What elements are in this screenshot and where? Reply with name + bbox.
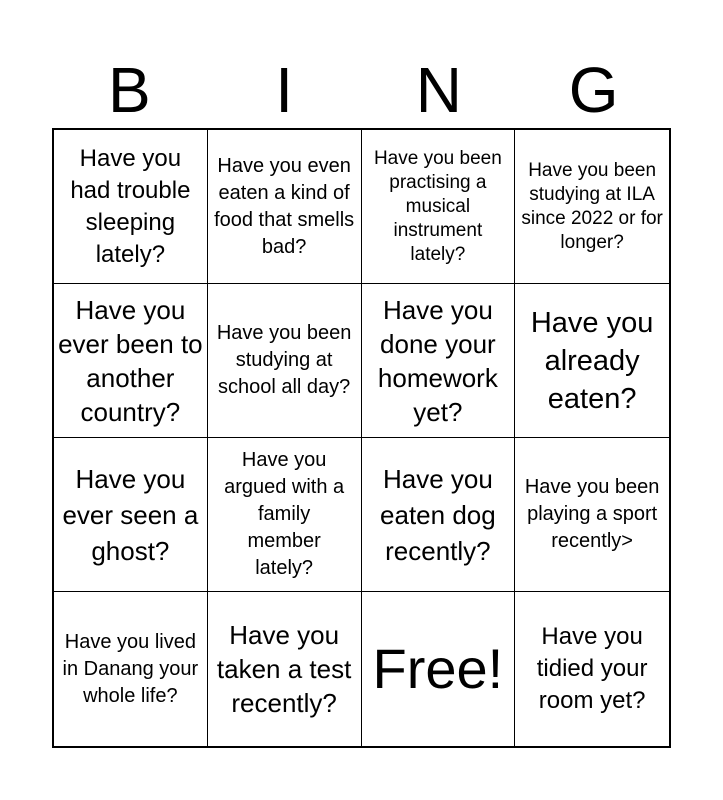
bingo-cell[interactable]: Have you ever been to another country? <box>54 284 208 438</box>
bingo-cell[interactable]: Have you had trouble sleeping lately? <box>54 130 208 284</box>
bingo-cell[interactable]: Have you been studying at school all day? <box>208 284 362 438</box>
bingo-cell[interactable]: Have you been practising a musical instrument lately? <box>362 130 516 284</box>
header-letter-b: B <box>108 54 151 126</box>
header-letter-i: I <box>275 54 294 126</box>
bingo-board <box>52 128 671 748</box>
bingo-cell[interactable]: Have you tidied your room yet? <box>536 623 648 714</box>
bingo-cell[interactable]: Have you already eaten? <box>515 284 669 438</box>
bingo-cell[interactable]: Have you been playing a sport recently> <box>515 438 669 592</box>
bingo-cell[interactable]: Have you even eaten a kind of food that smells bad? <box>208 130 362 284</box>
bingo-cell[interactable]: Have you argued with a family member lately? <box>208 438 362 592</box>
bingo-header <box>52 52 671 128</box>
free-space-cell[interactable]: Free! <box>362 592 516 746</box>
bingo-cell[interactable]: Have you lived in Danang your whole life? <box>54 592 208 746</box>
bingo-cell[interactable]: Have you done your homework yet? <box>362 284 516 438</box>
bingo-cell[interactable]: Have you taken a test recently? <box>208 592 362 746</box>
bingo-cell[interactable]: Have you eaten dog recently? <box>362 438 516 592</box>
bingo-cell[interactable]: Have you ever seen a ghost? <box>54 438 208 592</box>
header-letter-g: G <box>568 54 619 126</box>
bingo-cell[interactable]: Have you been studying at ILA since 2022 or for longer? <box>515 130 669 284</box>
header-letter-n: N <box>415 54 462 126</box>
